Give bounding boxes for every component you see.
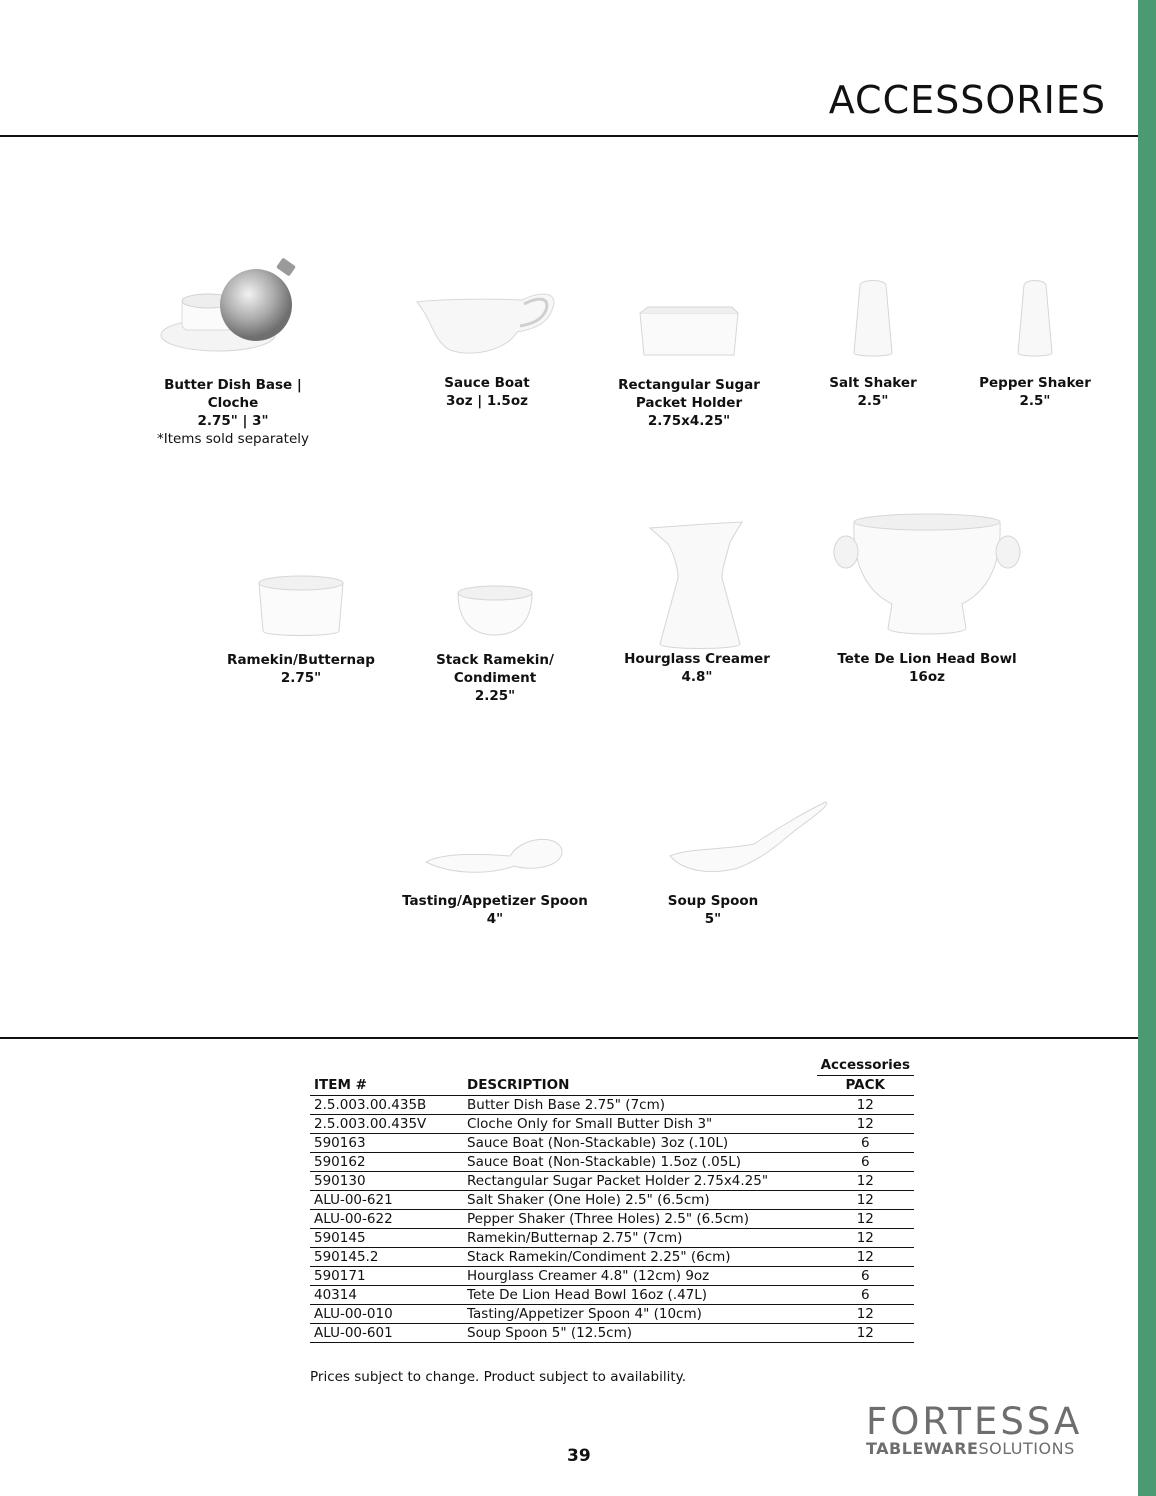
- accent-side-bar: [1138, 0, 1156, 1496]
- item-cell: 40314: [310, 1286, 463, 1305]
- product-hourglass-creamer: [620, 518, 774, 688]
- pack-header: PACK: [817, 1076, 914, 1096]
- description-header: DESCRIPTION: [463, 1076, 817, 1096]
- product-size: 2.75": [280, 670, 322, 686]
- table-row: [310, 1115, 914, 1134]
- description-cell: Hourglass Creamer 4.8" (12cm) 9oz: [463, 1267, 817, 1286]
- item-cell: 590145: [310, 1229, 463, 1248]
- page-number: 39: [567, 1446, 591, 1466]
- pack-cell: 6: [817, 1153, 914, 1172]
- item-cell: 590163: [310, 1134, 463, 1153]
- product-size: 4.8": [681, 669, 713, 685]
- product-size: 2.5": [857, 393, 889, 409]
- brand-name: FORTESSA: [866, 1400, 1083, 1443]
- item-cell: 2.5.003.00.435B: [310, 1096, 463, 1115]
- product-note: *Items sold separately: [156, 431, 310, 447]
- product-size: 16oz: [909, 669, 945, 685]
- item-cell: ALU-00-601: [310, 1324, 463, 1343]
- salt-shaker-image: [848, 277, 898, 359]
- product-name: Ramekin/Butternap: [227, 652, 375, 668]
- brand-logo: [866, 1400, 1083, 1458]
- category-label: Accessories: [817, 1056, 914, 1076]
- pack-cell: 12: [817, 1096, 914, 1115]
- description-cell: Tasting/Appetizer Spoon 4" (10cm): [463, 1305, 817, 1324]
- pepper-shaker-image: [1010, 277, 1060, 359]
- product-sauce-boat: [412, 280, 562, 410]
- item-cell: ALU-00-010: [310, 1305, 463, 1324]
- description-cell: Tete De Lion Head Bowl 16oz (.47L): [463, 1286, 817, 1305]
- table-row: [310, 1286, 914, 1305]
- description-cell: Cloche Only for Small Butter Dish 3": [463, 1115, 817, 1134]
- table-row: [310, 1210, 914, 1229]
- table-header-row: [310, 1076, 914, 1096]
- product-soup-spoon: [650, 798, 830, 938]
- product-size: 4": [486, 911, 504, 927]
- item-cell: ALU-00-622: [310, 1210, 463, 1229]
- product-size: 5": [704, 911, 722, 927]
- tasting-spoon-image: [424, 826, 568, 878]
- brand-tagline: TABLEWARESOLUTIONS: [866, 1439, 1075, 1458]
- description-cell: Ramekin/Butternap 2.75" (7cm): [463, 1229, 817, 1248]
- item-cell: ALU-00-621: [310, 1191, 463, 1210]
- product-tasting-spoon: [402, 826, 588, 936]
- table-row: [310, 1305, 914, 1324]
- product-name: Pepper Shaker: [979, 375, 1091, 391]
- product-size: 2.5": [1019, 393, 1051, 409]
- pack-cell: 12: [817, 1210, 914, 1229]
- disclaimer-text: Prices subject to change. Product subject to availability.: [310, 1369, 686, 1385]
- product-butter-dish: [140, 255, 326, 447]
- product-name: Salt Shaker: [829, 375, 917, 391]
- description-cell: Salt Shaker (One Hole) 2.5" (6.5cm): [463, 1191, 817, 1210]
- pack-cell: 12: [817, 1324, 914, 1343]
- product-size: 3oz | 1.5oz: [446, 393, 528, 409]
- butter-dish-image: [160, 255, 306, 355]
- pack-cell: 12: [817, 1172, 914, 1191]
- product-name: Tete De Lion Head Bowl: [837, 651, 1017, 667]
- product-name: Tasting/Appetizer Spoon: [402, 893, 588, 909]
- table-row: [310, 1229, 914, 1248]
- pack-cell: 12: [817, 1115, 914, 1134]
- table-row: [310, 1153, 914, 1172]
- product-pepper-shaker: [972, 277, 1098, 417]
- table-row: [310, 1096, 914, 1115]
- pack-cell: 12: [817, 1305, 914, 1324]
- table-divider: [0, 1037, 1138, 1039]
- product-size: 2.75" | 3": [197, 413, 269, 429]
- description-cell: Soup Spoon 5" (12.5cm): [463, 1324, 817, 1343]
- item-cell: 590145.2: [310, 1248, 463, 1267]
- stack-ramekin-image: [454, 583, 536, 639]
- ramekin-image: [255, 573, 347, 639]
- product-lion-head-bowl: [832, 512, 1022, 692]
- table-row: [310, 1324, 914, 1343]
- product-name: Hourglass Creamer: [624, 651, 770, 667]
- table-row: [310, 1172, 914, 1191]
- lion-head-bowl-image: [832, 512, 1022, 642]
- product-name: Soup Spoon: [667, 893, 759, 909]
- description-cell: Pepper Shaker (Three Holes) 2.5" (6.5cm): [463, 1210, 817, 1229]
- table-row: [310, 1191, 914, 1210]
- product-salt-shaker: [820, 277, 926, 417]
- accessories-table: [310, 1056, 914, 1343]
- table-row: [310, 1267, 914, 1286]
- table-body: [310, 1096, 914, 1343]
- product-name: Rectangular Sugar: [618, 377, 760, 393]
- product-stack-ramekin: [420, 583, 570, 713]
- description-cell: Rectangular Sugar Packet Holder 2.75x4.25": [463, 1172, 817, 1191]
- page-title: ACCESSORIES: [828, 78, 1106, 122]
- product-sugar-holder: [612, 303, 766, 433]
- product-name: Butter Dish Base | Cloche: [164, 377, 302, 411]
- item-cell: 590130: [310, 1172, 463, 1191]
- table-row: [310, 1134, 914, 1153]
- description-cell: Sauce Boat (Non-Stackable) 1.5oz (.05L): [463, 1153, 817, 1172]
- product-name: Sauce Boat: [444, 375, 530, 391]
- category-row: [310, 1056, 914, 1076]
- pack-cell: 6: [817, 1286, 914, 1305]
- pack-cell: 6: [817, 1267, 914, 1286]
- description-cell: Sauce Boat (Non-Stackable) 3oz (.10L): [463, 1134, 817, 1153]
- product-name-line2: Condiment: [453, 670, 537, 686]
- sauce-boat-image: [412, 280, 562, 360]
- creamer-image: [646, 518, 748, 652]
- product-name-line2: Packet Holder: [635, 395, 743, 411]
- description-cell: Stack Ramekin/Condiment 2.25" (6cm): [463, 1248, 817, 1267]
- item-header: ITEM #: [310, 1076, 463, 1096]
- table-row: [310, 1248, 914, 1267]
- soup-spoon-image: [668, 798, 830, 878]
- sugar-holder-image: [634, 303, 744, 359]
- product-ramekin: [225, 573, 377, 693]
- pack-cell: 12: [817, 1248, 914, 1267]
- description-cell: Butter Dish Base 2.75" (7cm): [463, 1096, 817, 1115]
- item-cell: 2.5.003.00.435V: [310, 1115, 463, 1134]
- product-size: 2.25": [474, 688, 516, 704]
- pack-cell: 6: [817, 1134, 914, 1153]
- product-name: Stack Ramekin/: [436, 652, 554, 668]
- product-size: 2.75x4.25": [647, 413, 731, 429]
- pack-cell: 12: [817, 1191, 914, 1210]
- item-cell: 590162: [310, 1153, 463, 1172]
- pack-cell: 12: [817, 1229, 914, 1248]
- item-cell: 590171: [310, 1267, 463, 1286]
- header-divider: [0, 135, 1138, 137]
